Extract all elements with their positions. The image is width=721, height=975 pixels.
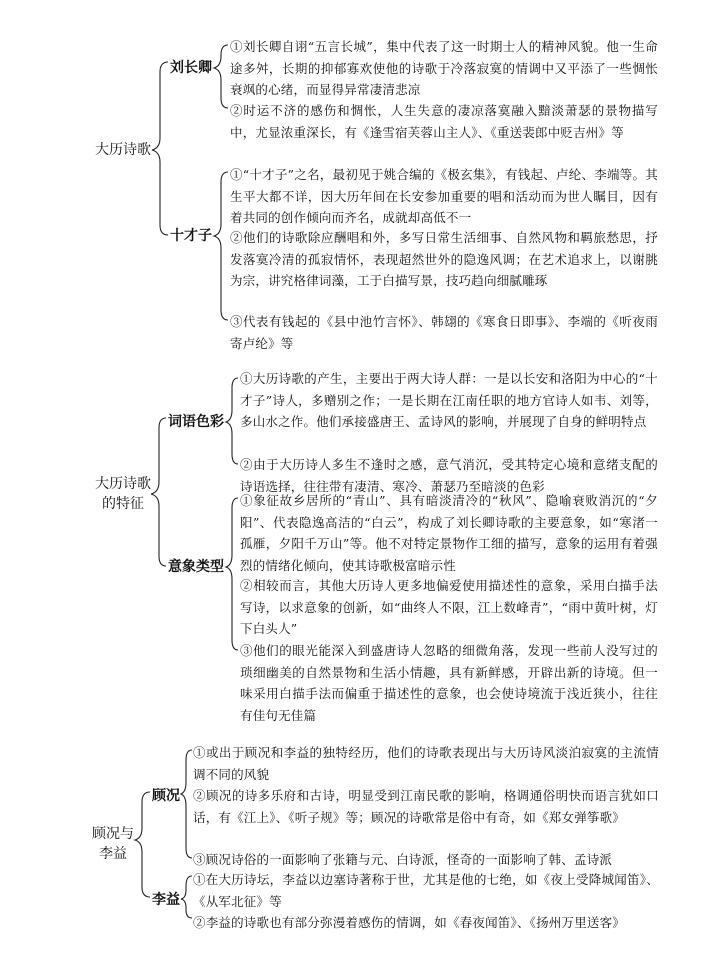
subtopic-shicaizi: 十才子 [170,228,212,244]
gukuang-item-1: ①或出于顾况和李益的独特经历，他们的诗歌表现出与大历诗风淡泊寂寞的主流情调不同的风貌 [193,745,659,782]
topic-dali-features: 大历诗歌的特征 [95,476,151,512]
subtopic-gukuang: 顾况 [152,788,180,804]
liu-item-2: ②时运不济的感伤和惆怅，人生失意的凄凉落寞融入黯淡萧瑟的景物描写中，尤显浓重深长，有《逢雪宿芙蓉山主人》、《重送裴郎中贬吉州》等 [230,103,658,140]
shicaizi-item-1: ①“十才子”之名，最初见于姚合编的《极玄集》，有钱起、卢纶、李端等。其生平大都不详，因大历年间在长安参加重要的唱和活动而为世人瞩目，因有着共同的创作倾向而齐名，成就却高低不一 [230,167,658,225]
gukuang-item-3: ③顾况诗俗的一面影响了张籍与元、白诗派，怪奇的一面影响了韩、孟诗派 [193,852,613,867]
brace-gukuang [181,750,192,858]
yixiang-item-2: ②相较而言，其他大历诗人更多地偏爱使用描述性的意象，采用白描手法写诗，以求意象的创新，如“曲终人不限，江上数峰青”，“雨中黄叶树，灯下白头人” [240,578,658,636]
ciyu-item-2: ②由于大历诗人多生不逢时之感，意气消沉，受其特定心境和意绪支配的诗语选择，往往带有凄清、寒冷、萧瑟乃至暗淡的色彩 [240,457,658,494]
brace-liu [214,45,228,108]
yixiang-item-3: ③他们的眼光能深入到盛唐诗人忽略的细微角落，发现一些前人没写过的琐细幽美的自然景物和生活小情趣，具有新鲜感，开辟出新的诗境。但一味采用白描手法而偏重于描述性的意象，也会使诗境流于浅近狭小，往往有佳句无佳篇 [240,643,658,723]
shicaizi-item-2: ②他们的诗歌除应酬唱和外，多写日常生活细事、自然风物和羁旅愁思，抒发落寞冷清的孤寂情怀，表现超然世外的隐逸风调；在艺术追求上，以谢朓为宗，讲究格律词藻，工于白描写景，技巧趋向细腻雕琢 [230,230,658,288]
brace-shicaizi [214,172,228,320]
topic-gukuang-liyi: 顾况与李益 [92,826,134,862]
liyi-item-1: ①在大历诗坛，李益以边塞诗著称于世，尤其是他的七绝，如《夜上受降城闻笛》、《从军北征》等 [193,872,659,909]
brace-topic-2 [151,418,166,566]
gukuang-item-2: ②顾况的诗多乐府和古诗，明显受到江南民歌的影响，格调通俗明快而语言犹如口话，有《江上》、《听子规》等；顾况的诗歌常是俗中有奇，如《郑女弹筝歌》 [193,788,659,825]
brace-topic-1 [152,62,168,235]
liyi-item-2: ②李益的诗歌也有部分弥漫着感伤的情调，如《春夜闻笛》、《扬州万里送客》 [193,915,626,930]
subtopic-yixiang-leixing: 意象类型 [168,559,224,575]
brace-liyi [181,876,192,918]
subtopic-liu-changqing: 刘长卿 [170,60,212,76]
ciyu-item-1: ①大历诗歌的产生，主要出于两大诗人群：一是以长安和洛阳为中心的“十才子”诗人，多赠别之作；一是长期在江南任职的地方官诗人如韦、刘等，多山水之作。他们承接盛唐王、孟诗风的影响，并展现了自身的鲜明特点 [240,371,658,429]
liu-item-1: ①刘长卿自诩“五言长城”，集中代表了这一时期士人的精神风貌。他一生命途多舛，长期的抑郁寡欢使他的诗歌于冷落寂寞的情调中又平添了一些惆怅衰飒的心绪，而显得异常凄清悲凉 [230,39,658,97]
shicaizi-item-3: ③代表有钱起的《县中池竹言怀》、韩翃的《寒食日即事》、李端的《听夜雨寄卢纶》等 [230,314,658,351]
subtopic-ciyu-secai: 词语色彩 [168,414,224,430]
subtopic-liyi: 李益 [152,892,180,908]
brace-yixiang [226,498,238,650]
yixiang-item-1: ①象征故乡居所的“青山”、具有暗淡清冷的“秋风”、隐喻衰败消沉的“夕阳”、代表隐逸高洁的“白云”，构成了刘长卿诗歌的主要意象，如“寒渚一孤雁，夕阳千万山”等。他不对特定景物作工细的描写，意象的运用有着强烈的情绪化倾向，使其诗歌极富暗示性 [240,493,658,573]
brace-topic-3 [135,792,150,897]
brace-ciyu [226,378,238,464]
topic-dali-poetry: 大历诗歌 [95,142,151,158]
